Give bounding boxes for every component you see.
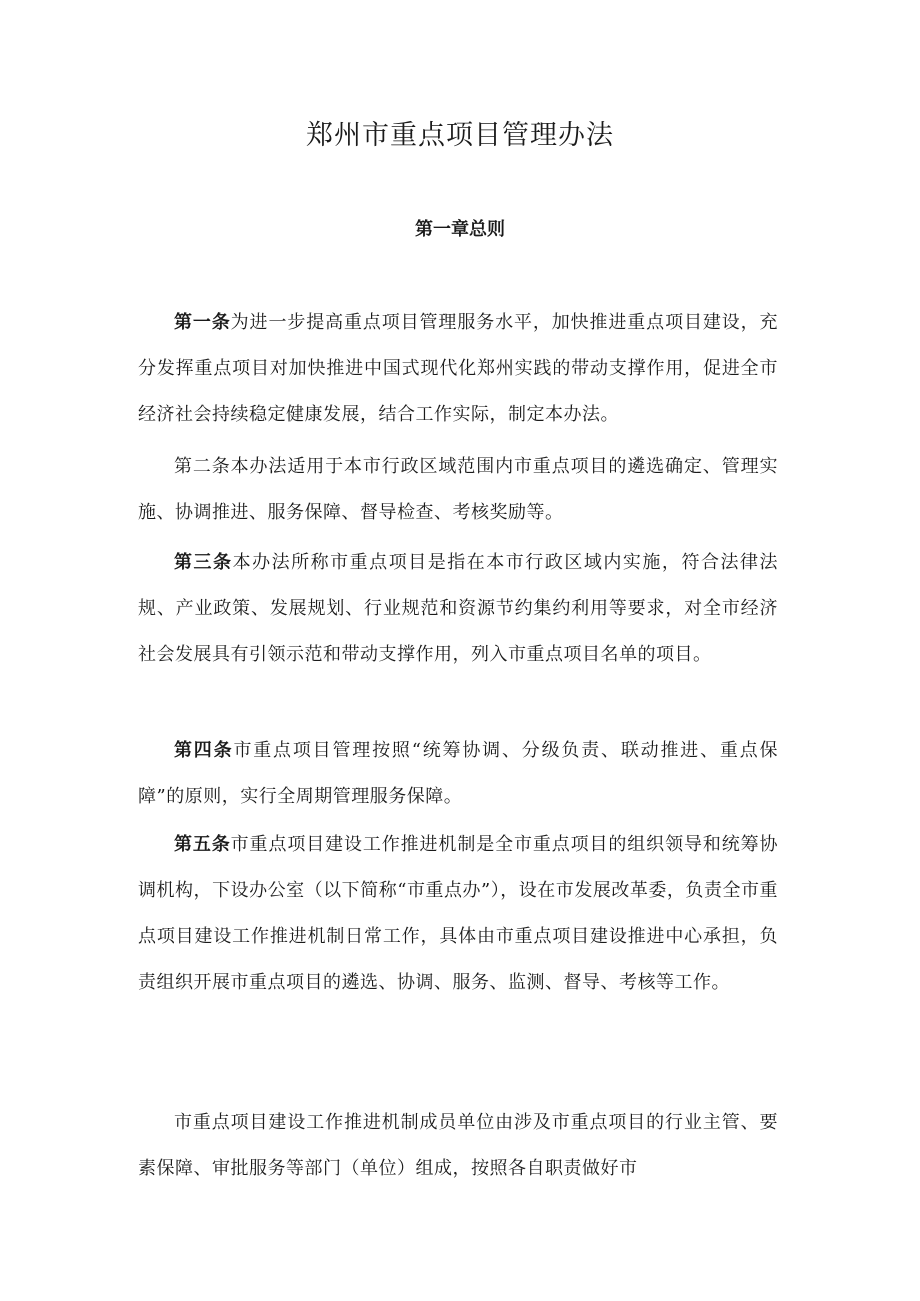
article-label: 第四条	[174, 740, 234, 761]
article-5-continued	[138, 1100, 778, 1192]
article-4	[138, 728, 778, 820]
article-text: 市重点项目建设工作推进机制成员单位由涉及市重点项目的行业主管、要素保障、审批服务等部门（单位）组成，按照各自职责做好市	[138, 1112, 778, 1179]
article-5	[138, 822, 778, 1006]
article-label: 第五条	[174, 834, 231, 855]
document-title: 郑州市重点项目管理办法	[306, 120, 614, 151]
article-text: 为进一步提高重点项目管理服务水平，加快推进重点项目建设，充分发挥重点项目对加快推进中国式现代化郑州实践的带动支撑作用，促进全市经济社会持续稳定健康发展，结合工作实际，制定本办法。	[138, 312, 779, 425]
article-3	[138, 540, 778, 678]
article-label: 第一条	[174, 312, 231, 333]
article-text: 市重点项目建设工作推进机制是全市重点项目的组织领导和统筹协调机构，下设办公室（以下简称“市重点办”），设在市发展改革委，负责全市重点项目建设工作推进机制日常工作，具体由市重点项目建设推进中心承担，负责组织开展市重点项目的遴选、协调、服务、监测、督导、考核等工作。	[138, 834, 779, 993]
article-text: 市重点项目管理按照“统筹协调、分级负责、联动推进、重点保障”的原则，实行全周期管理服务保障。	[138, 740, 779, 807]
article-text: 本办法所称市重点项目是指在本市行政区域内实施，符合法律法规、产业政策、发展规划、行业规范和资源节约集约利用等要求，对全市经济社会发展具有引领示范和带动支撑作用，列入市重点项目名单的项目。	[138, 552, 779, 665]
article-1	[138, 300, 778, 438]
chapter-heading: 第一章总则	[415, 219, 505, 240]
article-text: 第二条本办法适用于本市行政区域范围内市重点项目的遴选确定、管理实施、协调推进、服务保障、督导检查、考核奖励等。	[138, 456, 778, 523]
article-label: 第三条	[174, 552, 233, 573]
article-2	[138, 444, 778, 536]
